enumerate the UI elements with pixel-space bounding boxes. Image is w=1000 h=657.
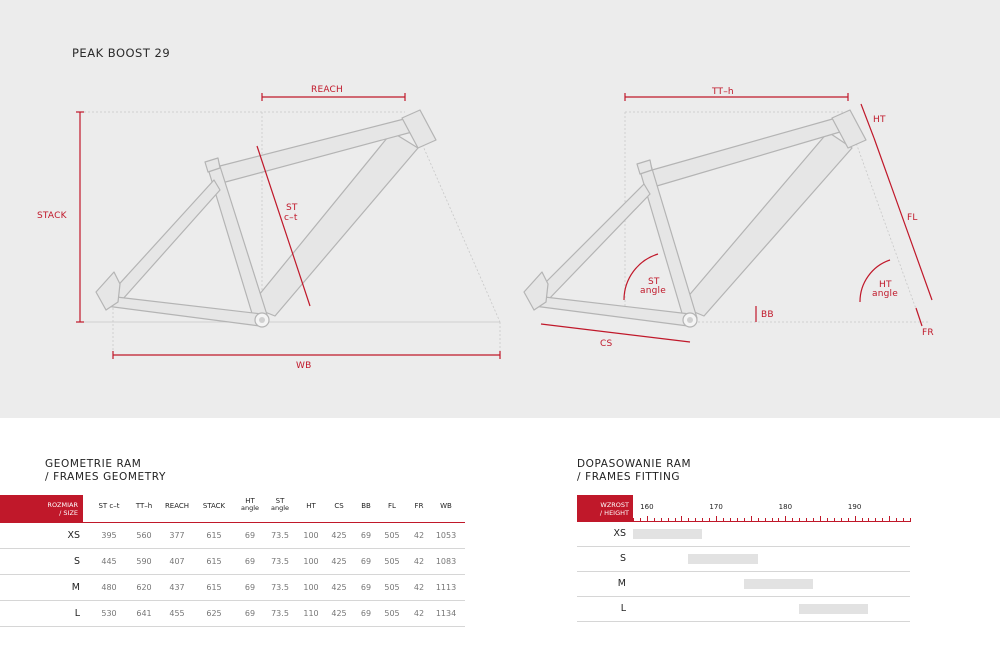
model-title: PEAK BOOST 29 — [72, 46, 171, 60]
size-label: L — [74, 608, 80, 619]
size-column-tag — [0, 495, 83, 522]
bb-label: BB — [761, 310, 774, 320]
geometry-cell: 42 — [413, 583, 425, 592]
geometry-cell: 407 — [169, 557, 185, 566]
ht-angle-label: HT — [879, 280, 892, 290]
geometry-cell: 505 — [384, 609, 400, 618]
geometry-cell: 69 — [244, 557, 256, 566]
geometry-cell: 100 — [303, 531, 319, 540]
geometry-cell: 69 — [360, 557, 372, 566]
geometry-cell: 455 — [169, 609, 185, 618]
geometry-cell: 425 — [331, 609, 347, 618]
geometry-cell: 69 — [360, 609, 372, 618]
geometry-column-header — [162, 503, 192, 510]
height-column-tag — [577, 495, 633, 522]
column-header-label: CS — [334, 502, 344, 510]
geometry-cell: 615 — [206, 531, 222, 540]
size-label: S — [73, 556, 80, 567]
st-angle-label: ST — [648, 277, 660, 287]
geometry-row — [0, 575, 465, 601]
geometry-cell: 110 — [303, 609, 319, 618]
geometry-cell: 505 — [384, 557, 400, 566]
size-label: M — [617, 578, 626, 589]
axis-tick-label: 180 — [778, 503, 793, 511]
geometry-cell: 73.5 — [271, 583, 289, 592]
axis-tick-label: 160 — [640, 503, 654, 511]
height-tag-line2: / HEIGHT — [599, 509, 629, 517]
st-ct-label: ST — [286, 203, 298, 213]
tt-h-label: TT–h — [712, 87, 734, 97]
geometry-cell: 480 — [101, 583, 117, 592]
geometry-row — [0, 523, 465, 549]
geometry-cell: 395 — [101, 531, 117, 540]
column-header-label: ST — [275, 497, 285, 505]
reach-label: REACH — [311, 85, 343, 95]
geometry-cell: 590 — [136, 557, 152, 566]
geometry-table — [0, 495, 465, 627]
geometry-column-header — [324, 503, 354, 510]
geometry-column-header — [129, 503, 159, 510]
geometry-column-header — [431, 503, 461, 510]
column-header-label: ST c–t — [98, 502, 120, 510]
column-header-label: BB — [361, 502, 371, 510]
geometry-cell: 100 — [303, 557, 319, 566]
geometry-column-header — [94, 503, 124, 510]
geometry-cell: 42 — [413, 557, 425, 566]
column-header-label: HT — [306, 502, 316, 510]
geometry-cell: 445 — [101, 557, 117, 566]
geometry-cell: 505 — [384, 583, 400, 592]
geometry-cell: 69 — [360, 583, 372, 592]
column-header-sublabel: angle — [240, 504, 260, 512]
size-tag-line2: / SIZE — [59, 509, 78, 517]
geometry-cell: 42 — [413, 531, 425, 540]
geometry-cell: 73.5 — [271, 557, 289, 566]
geometry-cell: 425 — [331, 557, 347, 566]
geometry-cell: 641 — [136, 609, 152, 618]
axis-tick — [910, 518, 911, 522]
fitting-row — [577, 547, 910, 572]
geometry-cell: 505 — [384, 531, 400, 540]
left-frame-dimensions — [76, 93, 500, 359]
geometry-cell: 69 — [244, 531, 256, 540]
size-label: XS — [67, 530, 80, 541]
fitting-chart — [577, 495, 910, 622]
height-range-bar — [688, 554, 757, 564]
geometry-table-header — [0, 495, 465, 523]
column-header-label: STACK — [202, 502, 226, 510]
geometry-cell: 425 — [331, 531, 347, 540]
geometry-cell: 1113 — [435, 583, 457, 592]
size-label: S — [619, 553, 626, 564]
geometry-column-header — [377, 503, 407, 510]
geometry-cell: 620 — [136, 583, 152, 592]
geometry-cell: 1053 — [435, 531, 457, 540]
cs-label: CS — [600, 339, 613, 349]
geometry-column-header — [296, 503, 326, 510]
fl-label: FL — [907, 213, 918, 223]
geometry-cell: 615 — [206, 557, 222, 566]
geometry-cell: 1083 — [435, 557, 457, 566]
geometry-title-line2: / FRAMES GEOMETRY — [45, 471, 167, 483]
geometry-cell: 1134 — [435, 609, 457, 618]
geometry-title-line1: GEOMETRIE RAM — [45, 458, 142, 470]
geometry-cell: 377 — [169, 531, 185, 540]
fitting-axis — [577, 495, 910, 522]
size-label: M — [71, 582, 80, 593]
geometry-cell: 100 — [303, 583, 319, 592]
geometry-cell: 530 — [101, 609, 117, 618]
stack-label: STACK — [37, 211, 67, 221]
geometry-cell: 73.5 — [271, 531, 289, 540]
height-range-bar — [799, 604, 868, 614]
fitting-row — [577, 572, 910, 597]
st-ct-label-sub: c–t — [284, 213, 298, 223]
fitting-title — [577, 458, 691, 484]
fr-label: FR — [922, 328, 934, 338]
geometry-cell: 69 — [244, 583, 256, 592]
st-angle-label-sub: angle — [640, 286, 666, 296]
column-header-label: WB — [440, 502, 452, 510]
column-header-sublabel: angle — [270, 504, 290, 512]
geometry-cell: 560 — [136, 531, 152, 540]
size-tag-line1: ROZMIAR — [47, 501, 78, 509]
geometry-cell: 69 — [360, 531, 372, 540]
column-header-label: FL — [388, 502, 396, 510]
height-tag-line1: WZROST — [600, 501, 629, 509]
height-range-bar — [744, 579, 813, 589]
ht-angle-label-sub: angle — [872, 289, 898, 299]
geometry-cell: 73.5 — [271, 609, 289, 618]
geometry-cell: 425 — [331, 583, 347, 592]
fitting-title-line1: DOPASOWANIE RAM — [577, 458, 692, 470]
right-frame-drawing — [524, 110, 930, 327]
geometry-column-header — [199, 503, 229, 510]
fitting-row — [577, 522, 910, 547]
geometry-row — [0, 601, 465, 627]
column-header-label: TT–h — [135, 502, 153, 510]
geometry-cell: 69 — [244, 609, 256, 618]
fitting-title-line2: / FRAMES FITTING — [577, 471, 681, 483]
column-header-label: HT — [245, 497, 255, 505]
left-frame-drawing — [80, 110, 500, 355]
size-label: XS — [613, 528, 626, 539]
geometry-cell: 615 — [206, 583, 222, 592]
wb-label: WB — [296, 361, 312, 371]
geometry-column-header — [265, 498, 295, 512]
geometry-row — [0, 549, 465, 575]
column-header-label: FR — [414, 502, 424, 510]
geometry-column-header — [235, 498, 265, 512]
geometry-title — [45, 458, 166, 484]
geometry-column-header — [404, 503, 434, 510]
fitting-row — [577, 597, 910, 622]
height-range-bar — [633, 529, 702, 539]
axis-tick-label: 190 — [847, 503, 862, 511]
axis-tick-label: 170 — [709, 503, 723, 511]
geometry-cell: 437 — [169, 583, 185, 592]
column-header-label: REACH — [164, 502, 190, 510]
size-label: L — [620, 603, 626, 614]
geometry-cell: 625 — [206, 609, 222, 618]
geometry-cell: 42 — [413, 609, 425, 618]
ht-label: HT — [873, 115, 886, 125]
